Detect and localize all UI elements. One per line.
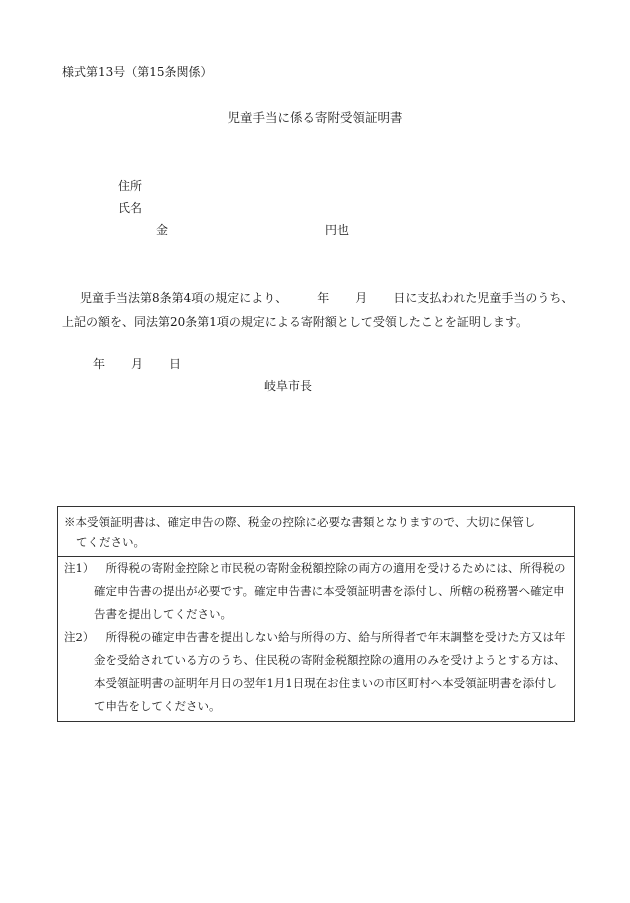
certification-text-line1 <box>80 290 573 306</box>
certification-text-part2: 日に支払われた児童手当のうち、 <box>393 291 574 305</box>
payment-month-label: 月 <box>355 291 368 305</box>
note-1-text: 所得税の寄附金控除と市民税の寄附金税額控除の両方の適用を受けるためには、所得税の確定申告書の提出が必要です。確定申告書に本受領証明書を添付し、所轄の税務署へ確定申告書を提出してください。 <box>94 561 566 621</box>
note-1 <box>58 557 574 626</box>
note-2 <box>58 626 574 718</box>
form-number: 様式第13号（第15条関係） <box>62 65 213 79</box>
issue-month-label: 月 <box>131 357 144 371</box>
issue-date <box>93 356 181 372</box>
document-title: 児童手当に係る寄附受領証明書 <box>227 110 403 125</box>
storage-notice-line2: てください。 <box>76 535 145 549</box>
amount-suffix: 円也 <box>325 223 350 237</box>
certification-text-line2: 上記の額を、同法第20条第1項の規定による寄附額として受領したことを証明します。 <box>62 315 528 329</box>
issue-year-label: 年 <box>93 357 106 371</box>
storage-notice-line1: ※本受領証明書は、確定申告の際、税金の控除に必要な書類となりますので、大切に保管し <box>64 515 536 529</box>
name-label: 氏名 <box>118 201 143 215</box>
issue-day-label: 日 <box>169 357 182 371</box>
amount-prefix: 金 <box>156 223 169 237</box>
note-2-text: 所得税の確定申告書を提出しない給与所得の方、給与所得者で年末調整を受けた方又は年金を受給されている方のうち、住民税の寄附金税額控除の適用のみを受けようとする方は、本受領証明書の証明年月日の翌年1月1日現在お住まいの市区町村へ本受領証明書を添付して申告をしてください。 <box>94 630 566 713</box>
issuer-title: 岐阜市長 <box>264 379 313 393</box>
address-label: 住所 <box>118 179 143 193</box>
certification-text-part1: 児童手当法第8条第4項の規定により、 <box>80 291 288 305</box>
note-1-label: 注1） <box>64 561 95 575</box>
payment-year-label: 年 <box>317 291 330 305</box>
note-2-label: 注2） <box>64 630 95 644</box>
storage-notice <box>58 507 574 557</box>
notes-box <box>57 506 575 722</box>
